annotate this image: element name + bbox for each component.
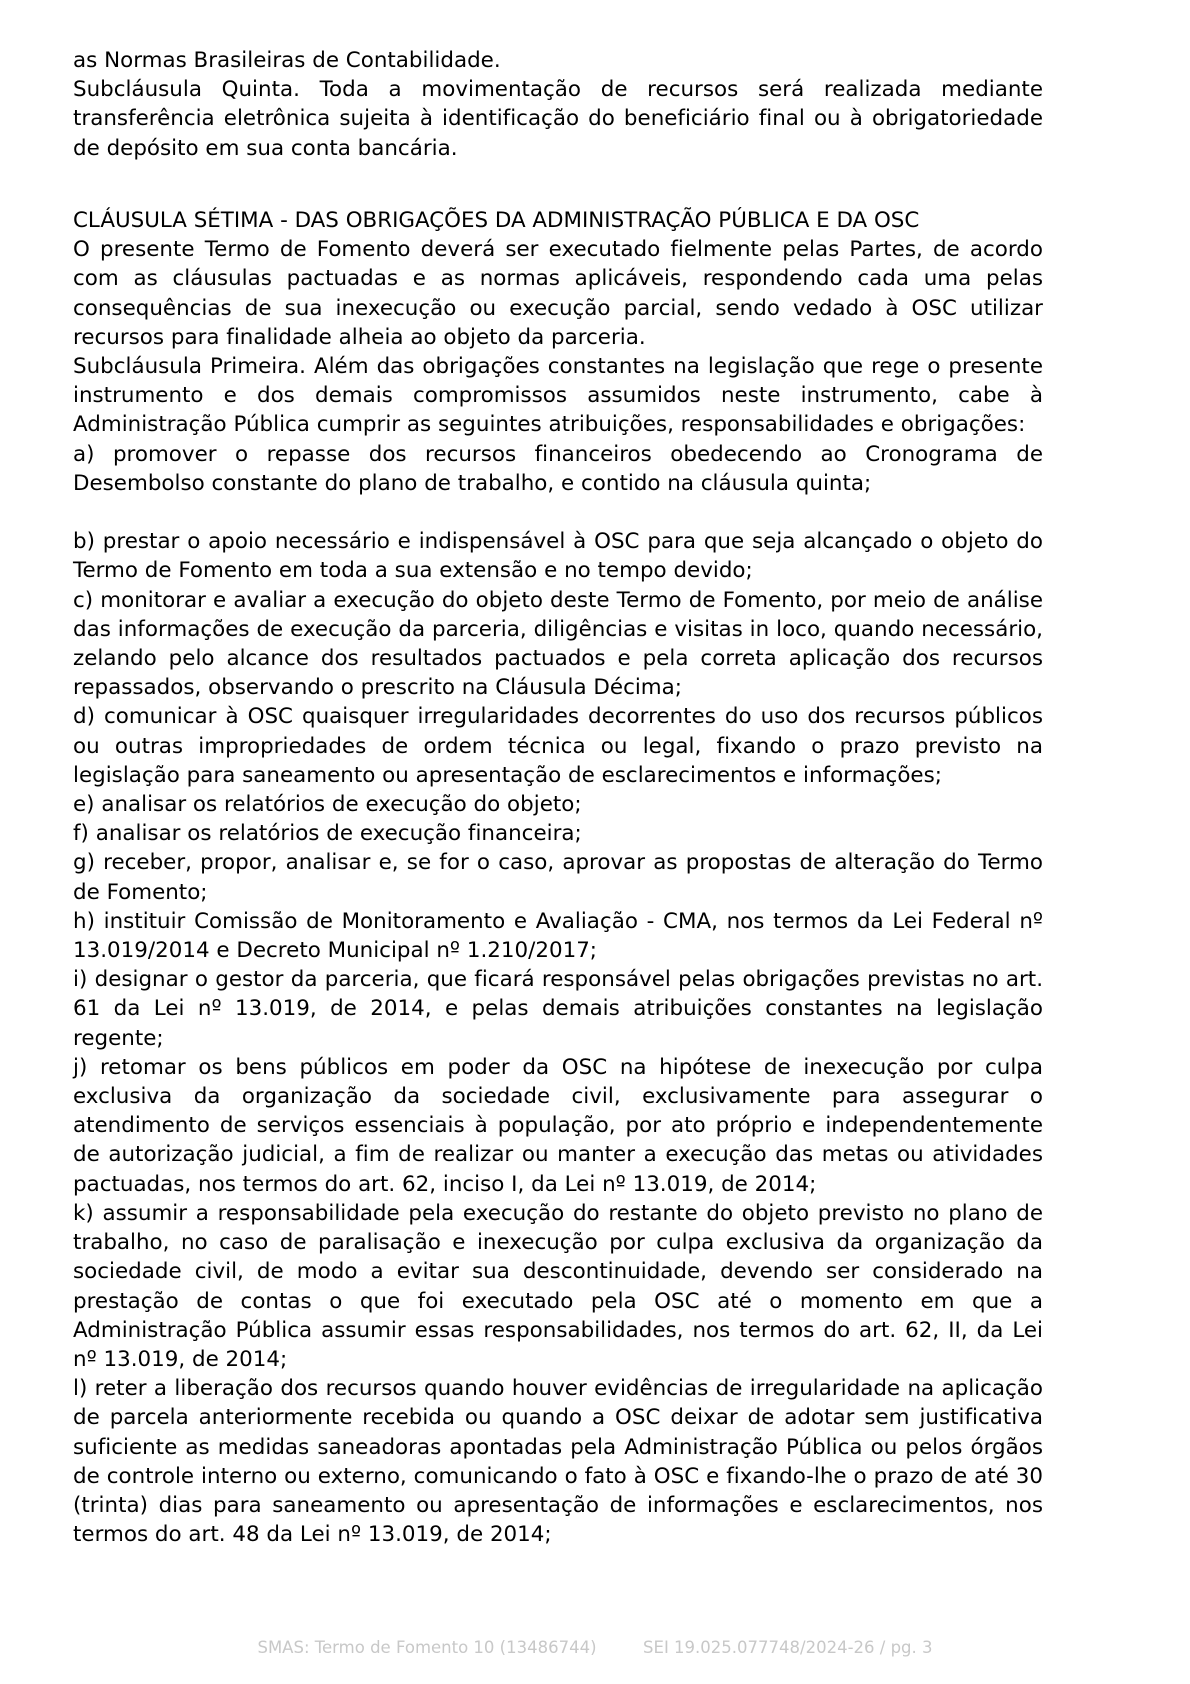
list-item-h: h) instituir Comissão de Monitoramento e Avaliação - CMA, nos termos da Lei Federal nº 13.019/2014 e Decreto Municipal nº 1.210/2017; <box>73 908 1043 964</box>
heading-clausula-setima: CLÁUSULA SÉTIMA - DAS OBRIGAÇÕES DA ADMINISTRAÇÃO PÚBLICA E DA OSC <box>73 208 920 233</box>
paragraph-subclausula-quinta: Subcláusula Quinta. Toda a movimentação de recursos será realizada mediante transferência eletrônica sujeita à identificação do beneficiário final ou à obrigatoriedade de depósito em sua conta bancária. <box>73 77 1043 161</box>
spacer-after-item-a <box>73 498 1043 527</box>
paragraph-normas-contabilidade: as Normas Brasileiras de Contabilidade. <box>73 48 501 73</box>
spacer-small <box>73 192 1043 206</box>
page-footer <box>0 1638 1190 1658</box>
list-item-f: f) analisar os relatórios de execução financeira; <box>73 821 582 847</box>
footer-document-reference: SMAS: Termo de Fomento 10 (13486744) <box>257 1638 597 1657</box>
list-item-i: i) designar o gestor da parceria, que ficará responsável pelas obrigações previstas no art. 61 da Lei nº 13.019, de 2014, e pelas demais atribuições constantes na legislação regente; <box>73 967 1043 1051</box>
list-item-d: d) comunicar à OSC quaisquer irregularidades decorrentes do uso dos recursos públicos ou outras impropriedades de ordem técnica ou legal, fixando o prazo previsto na legislação para saneamento ou apresentação de esclarecimentos e informações; <box>73 704 1043 788</box>
list-item-l: l) reter a liberação dos recursos quando houver evidências de irregularidade na aplicação de parcela anteriormente recebida ou quando a OSC deixar de adotar sem justificativa suficiente as medidas saneadoras apontadas pela Administração Pública ou pelos órgãos de controle interno ou externo, comunicando o fato à OSC e fixando-lhe o prazo de até 30 (trinta) dias para saneamento ou apresentação de informações e esclarecimentos, nos termos do art. 48 da Lei nº 13.019, de 2014; <box>73 1376 1043 1548</box>
spacer-before-clausula-setima <box>73 163 1043 192</box>
list-item-b: b) prestar o apoio necessário e indispensável à OSC para que seja alcançado o objeto do Termo de Fomento em toda a sua extensão e no tempo devido; <box>73 529 1043 584</box>
footer-sei-reference: SEI 19.025.077748/2024-26 / pg. 3 <box>643 1638 933 1657</box>
list-item-j: j) retomar os bens públicos em poder da OSC na hipótese de inexecução por culpa exclusiva da organização da sociedade civil, exclusivamente para assegurar o atendimento de serviços essenciais à população, por ato próprio e independentemente de autorização judicial, a fim de realizar ou manter a execução das metas ou atividades pactuadas, nos termos do art. 62, inciso I, da Lei nº 13.019, de 2014; <box>73 1054 1043 1197</box>
list-item-c: c) monitorar e avaliar a execução do objeto deste Termo de Fomento, por meio de análise das informações de execução da parceria, diligências e visitas in loco, quando necessário, zelando pelo alcance dos resultados pactuados e pela correta aplicação dos recursos repassados, observando o prescrito na Cláusula Décima; <box>73 587 1043 701</box>
list-item-e: e) analisar os relatórios de execução do objeto; <box>73 792 582 818</box>
list-item-k: k) assumir a responsabilidade pela execução do restante do objeto previsto no plano de trabalho, no caso de paralisação e inexecução por culpa exclusiva da organização da sociedade civil, de modo a evitar sua descontinuidade, devendo ser considerado na prestação de contas o que foi executado pela OSC até o momento em que a Administração Pública assumir essas responsabilidades, nos termos do art. 62, II, da Lei nº 13.019, de 2014; <box>73 1200 1043 1372</box>
paragraph-execucao-fiel: O presente Termo de Fomento deverá ser executado fielmente pelas Partes, de acordo com as cláusulas pactuadas e as normas aplicáveis, respondendo cada uma pelas consequências de sua inexecução ou execução parcial, sendo vedado à OSC utilizar recursos para finalidade alheia ao objeto da parceria. <box>73 237 1043 350</box>
list-item-g: g) receber, propor, analisar e, se for o caso, aprovar as propostas de alteração do Termo de Fomento; <box>73 850 1043 905</box>
paragraph-subclausula-primeira: Subcláusula Primeira. Além das obrigações constantes na legislação que rege o presente instrumento e dos demais compromissos assumidos neste instrumento, cabe à Administração Pública cumprir as seguintes atribuições, responsabilidades e obrigações: <box>73 354 1043 438</box>
list-item-a: a) promover o repasse dos recursos financeiros obedecendo ao Cronograma de Desembolso constante do plano de trabalho, e contido na cláusula quinta; <box>73 441 1043 496</box>
document-body <box>73 46 1043 1549</box>
